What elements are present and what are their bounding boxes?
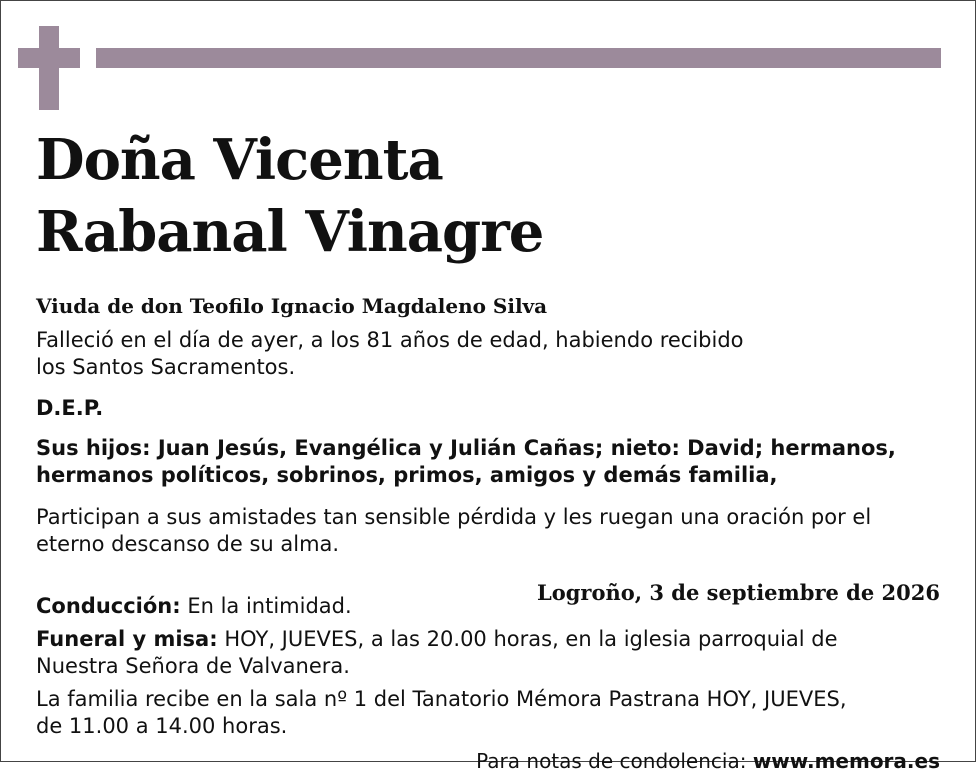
funeral-value-line2: Nuestra Señora de Valvanera. xyxy=(36,654,350,678)
family-list xyxy=(36,435,896,489)
place-date: Logroño, 3 de septiembre de 2026 xyxy=(536,580,940,605)
death-notice-line2: los Santos Sacramentos. xyxy=(36,355,296,379)
conduction-value: En la intimidad. xyxy=(180,594,352,618)
condolence-link[interactable]: www.memora.es xyxy=(752,749,940,773)
deceased-name-line2: Rabanal Vinagre xyxy=(36,199,544,265)
reception-info xyxy=(36,686,847,740)
dep-text: D.E.P. xyxy=(36,396,104,420)
participation-line2: eterno descanso de su alma. xyxy=(36,532,340,556)
reception-line2: de 11.00 a 14.00 horas. xyxy=(36,714,288,738)
cross-icon-horizontal xyxy=(18,48,80,68)
conduction-label: Conducción: xyxy=(36,594,181,618)
funeral-label: Funeral y misa: xyxy=(36,627,218,651)
deceased-name xyxy=(36,124,543,268)
family-list-line2: hermanos políticos, sobrinos, primos, amigos y demás familia, xyxy=(36,463,778,487)
funeral-info xyxy=(36,626,838,680)
conduction-line xyxy=(36,593,352,620)
deceased-name-line1: Doña Vicenta xyxy=(36,127,443,193)
cross-icon-vertical xyxy=(39,26,59,110)
family-list-line1: Sus hijos: Juan Jesús, Evangélica y Julián Cañas; nieto: David; hermanos, xyxy=(36,436,896,460)
reception-line1: La familia recibe en la sala nº 1 del Tanatorio Mémora Pastrana HOY, JUEVES, xyxy=(36,687,847,711)
condolence-label: Para notas de condolencia: xyxy=(476,749,753,773)
funeral-value-line1: HOY, JUEVES, a las 20.00 horas, en la iglesia parroquial de xyxy=(217,627,838,651)
participation-text xyxy=(36,504,871,558)
death-notice-line1: Falleció en el día de ayer, a los 81 años de edad, habiendo recibido xyxy=(36,328,744,352)
death-notice xyxy=(36,327,744,381)
widow-line: Viuda de don Teofilo Ignacio Magdaleno Silva xyxy=(36,294,548,318)
participation-line1: Participan a sus amistades tan sensible pérdida y les ruegan una oración por el xyxy=(36,505,872,529)
header-bar xyxy=(96,48,941,68)
